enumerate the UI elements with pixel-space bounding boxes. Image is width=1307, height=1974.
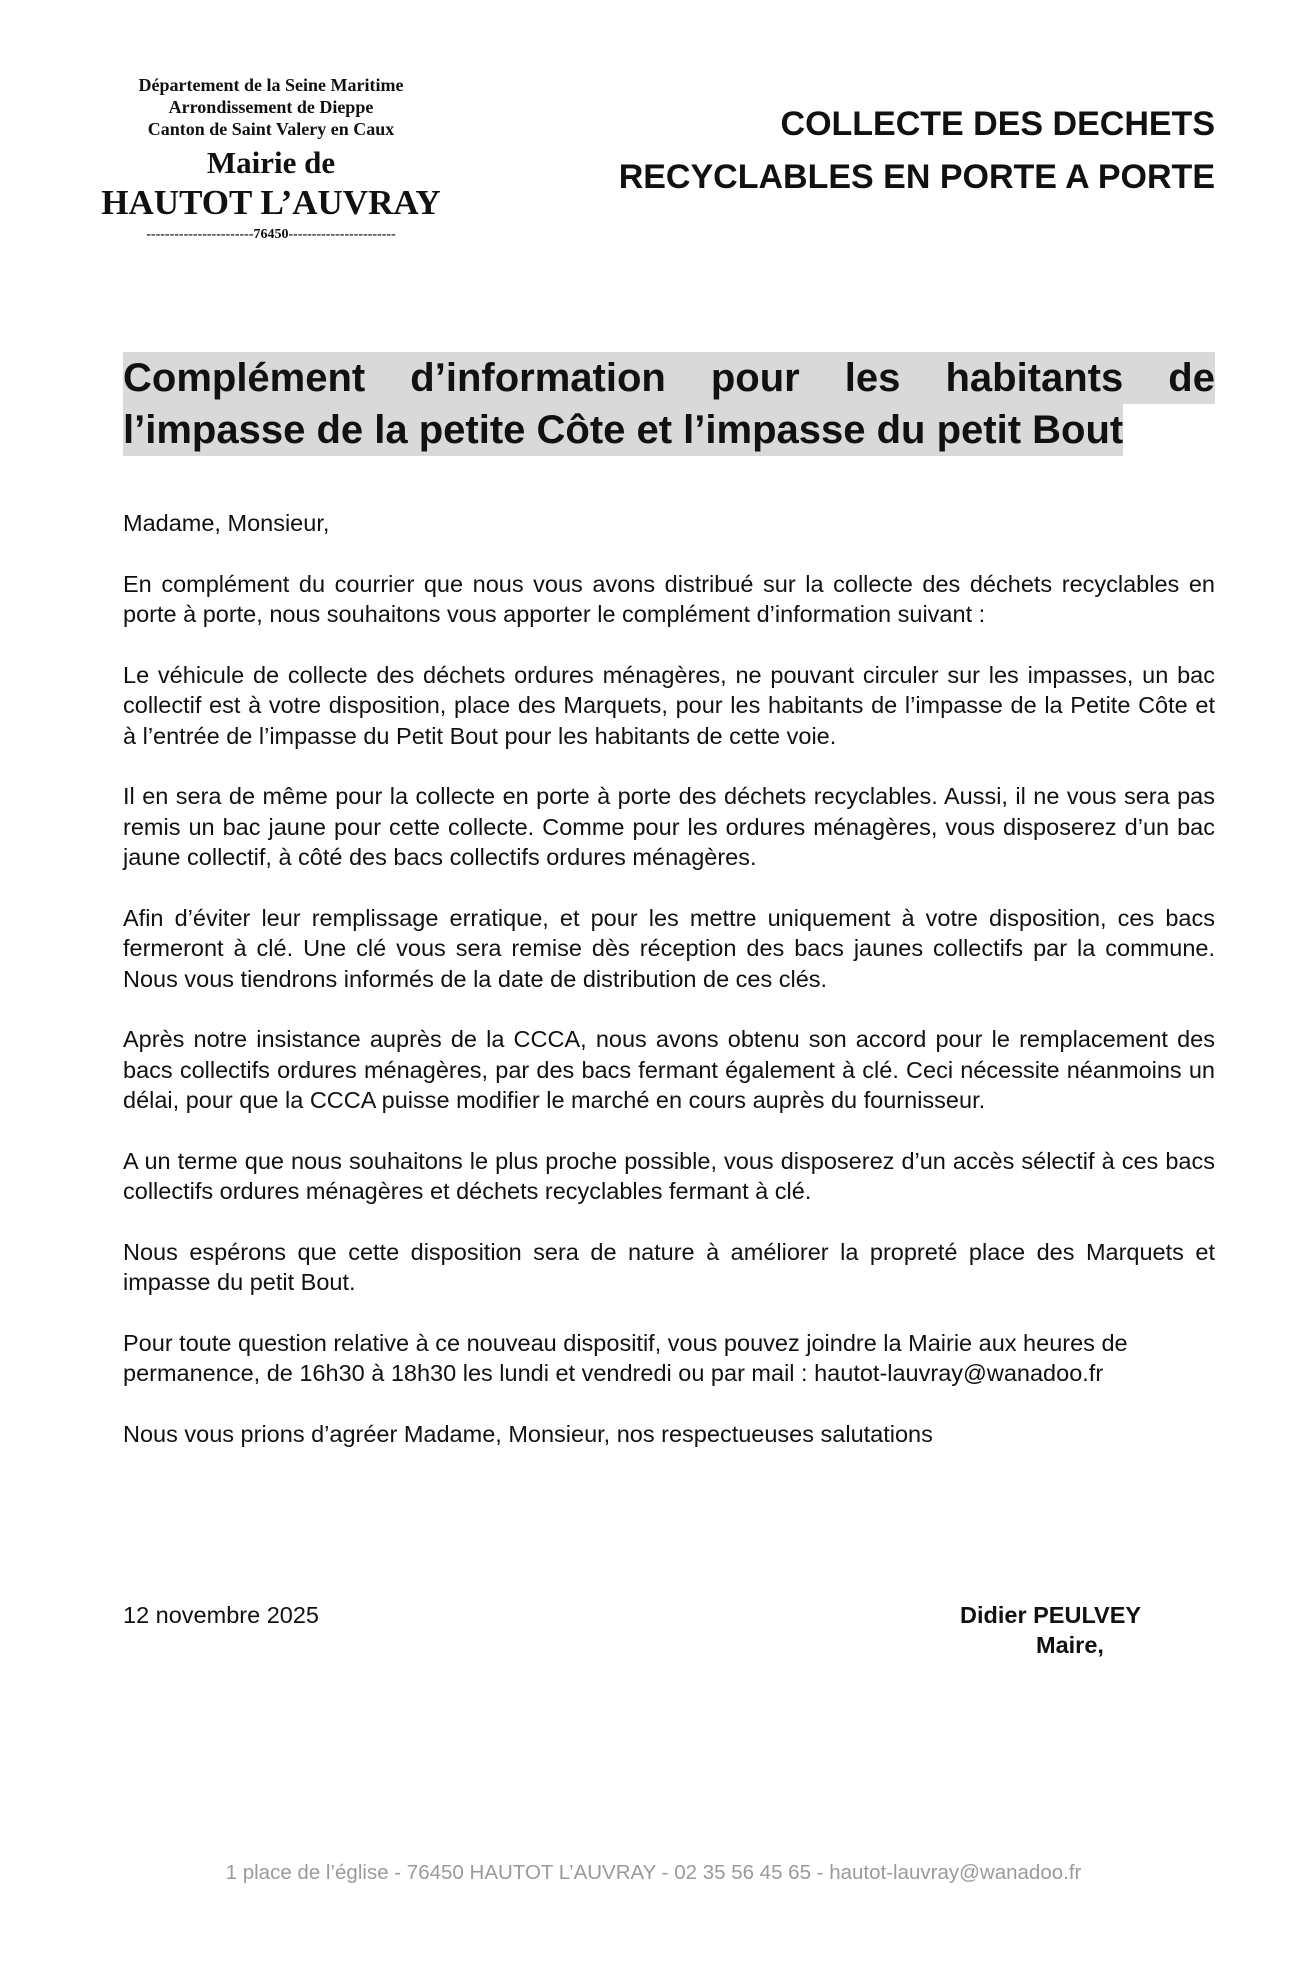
- subtitle-heading: [123, 352, 1215, 456]
- body-paragraph: Le véhicule de collecte des déchets ordures ménagères, ne pouvant circuler sur les impasses, un bac collectif est à votre disposition, place des Marquets, pour les habitants de l’impasse de la Petite Côte et à l’entrée de l’impasse du Petit Bout pour les habitants de cette voie.: [123, 661, 1215, 749]
- subtitle-line1: [123, 352, 1215, 404]
- document-title-line1: COLLECTE DES DECHETS: [780, 105, 1215, 143]
- document-title: [575, 98, 1215, 204]
- signatory-title: Maire,: [1036, 1632, 1104, 1658]
- closing-formula: Nous vous prions d’agréer Madame, Monsieur, nos respectueuses salutations: [123, 1420, 933, 1447]
- canton-line: Canton de Saint Valery en Caux: [147, 119, 395, 139]
- subtitle-word: habitants: [945, 356, 1124, 400]
- arrondissement-line: Arrondissement de Dieppe: [168, 97, 374, 117]
- body-paragraph: A un terme que nous souhaitons le plus proche possible, vous disposerez d’un accès sélectif à ces bacs collectifs ordures ménagères et déchets recyclables fermant à clé.: [123, 1147, 1215, 1204]
- postal-code-line: -----------------------76450-----------------------: [146, 227, 396, 242]
- subtitle-word: de: [1168, 356, 1215, 400]
- body-paragraph: Afin d’éviter leur remplissage erratique, et pour les mettre uniquement à votre disposition, ces bacs fermeront à clé. Une clé vous sera remise dès réception des bacs jaunes collectifs par la commune. Nous vous tiendrons informés de la date de distribution de ces clés.: [123, 904, 1215, 992]
- document-title-line2: RECYCLABLES EN PORTE A PORTE: [618, 158, 1215, 196]
- body-paragraph-contact: Pour toute question relative à ce nouveau dispositif, vous pouvez joindre la Mairie aux heures de permanence, de 16h30 à 18h30 les lundi et vendredi ou par mail : hautot-lauvray@wanadoo.fr: [123, 1329, 1128, 1386]
- subtitle-word: Complément: [123, 356, 366, 400]
- department-line: Département de la Seine Maritime: [138, 75, 404, 95]
- letter-date: 12 novembre 2025: [123, 1602, 319, 1628]
- body-paragraph: Nous espérons que cette disposition sera de nature à améliorer la propreté place des Marquets et impasse du petit Bout.: [123, 1238, 1215, 1295]
- page-footer: 1 place de l’église - 76450 HAUTOT L’AUVRAY - 02 35 56 45 65 - hautot-lauvray@wanadoo.fr: [225, 1861, 1082, 1884]
- letter-body: [123, 508, 1215, 1479]
- signatory-name: Didier PEULVEY: [960, 1602, 1142, 1628]
- subtitle-word: les: [844, 356, 901, 400]
- signature-block: [960, 1600, 1180, 1660]
- subtitle-line2: l’impasse de la petite Côte et l’impasse du petit Bout: [123, 404, 1123, 456]
- subtitle-word: d’information: [410, 356, 666, 400]
- body-paragraph: Il en sera de même pour la collecte en porte à porte des déchets recyclables. Aussi, il ne vous sera pas remis un bac jaune pour cette collecte. Comme pour les ordures ménagères, vous disposerez d’un bac jaune collectif, à côté des bacs collectifs ordures ménagères.: [123, 783, 1215, 870]
- mairie-label: Mairie de: [206, 145, 336, 180]
- subtitle-word: pour: [710, 356, 800, 400]
- body-paragraph: En complément du courrier que nous vous avons distribué sur la collecte des déchets recyclables en porte à porte, nous souhaitons vous apporter le complément d’information suivant :: [123, 570, 1215, 627]
- commune-name: HAUTOT L’AUVRAY: [101, 183, 441, 222]
- letterhead: [76, 74, 466, 244]
- greeting: Madame, Monsieur,: [123, 510, 330, 536]
- body-paragraph: Après notre insistance auprès de la CCCA, nous avons obtenu son accord pour le remplacement des bacs collectifs ordures ménagères, par des bacs fermant également à clé. Ceci nécessite néanmoins un délai, pour que la CCCA puisse modifier le marché en cours auprès du fournisseur.: [123, 1026, 1215, 1113]
